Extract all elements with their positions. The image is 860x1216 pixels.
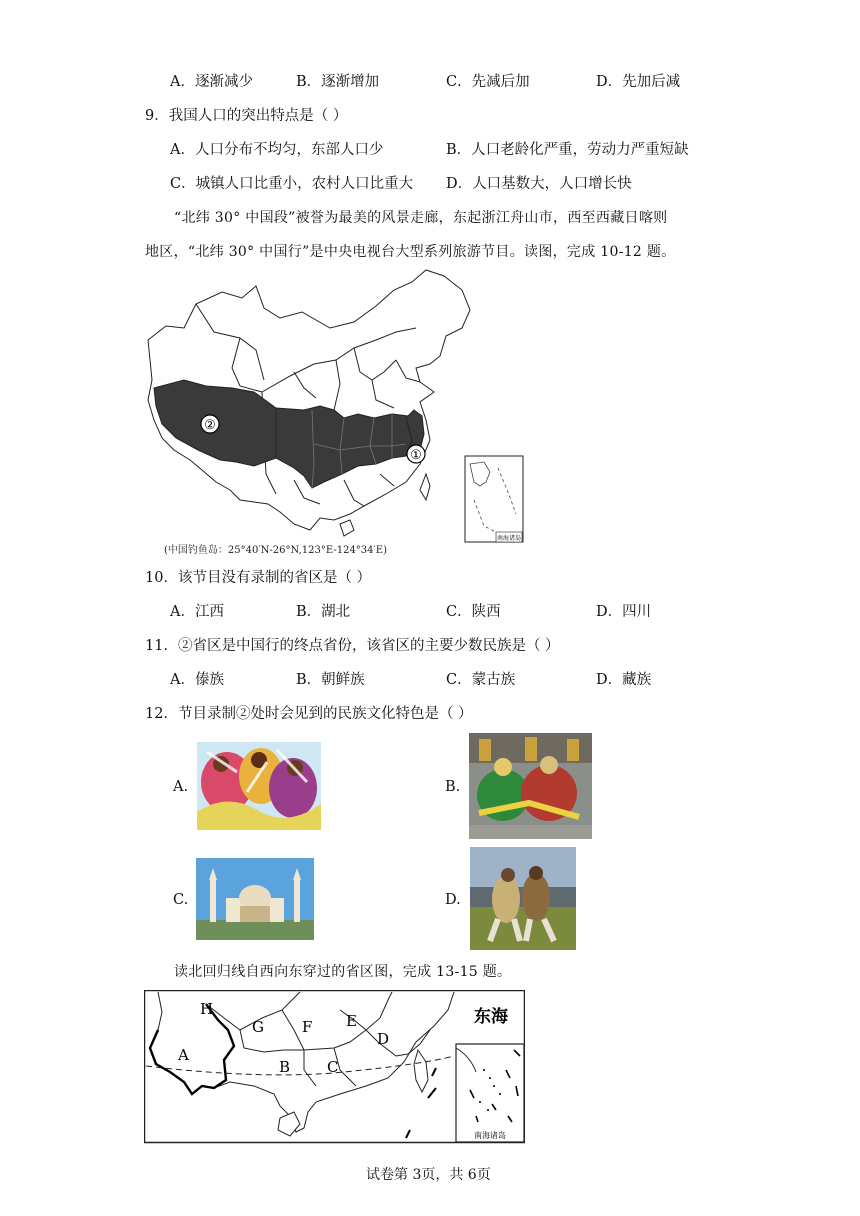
q10-stem: 10．该节目没有录制的省区是（ ） [145,570,372,586]
mongolian-wrestling-photo [470,847,576,950]
q12-option-d-label: D. [445,892,461,908]
marker-1: ① [410,448,422,463]
q11-option-a: A．傣族 [170,672,224,688]
q9-option-d: D．人口基数大，人口增长快 [446,176,632,192]
region-label-g: G [252,1018,264,1036]
region-label-f: F [302,1018,313,1036]
passage2-line1: 读北回归线自西向东穿过的省区图，完成 13-15 题。 [174,964,512,980]
inset-label-2: 南海诸岛 [474,1131,506,1140]
q11-option-d: D．藏族 [596,672,652,688]
q12-stem: 12．节目录制②处时会见到的民族文化特色是（ ） [145,706,473,722]
tibetan-mask-dance-photo [469,733,592,839]
q12-option-a-label: A. [173,779,189,795]
q8-option-d: D．先加后减 [596,74,681,90]
q12-option-c-label: C. [173,892,189,908]
south-china-sea-inset-2 [456,1044,524,1142]
q8-option-c: C．先减后加 [446,74,530,90]
page-footer: 试卷第 3页，共 6页 [366,1167,491,1183]
tropic-of-cancer-map [144,990,525,1144]
q9-option-b: B．人口老龄化严重，劳动力严重短缺 [446,142,689,158]
q10-option-c: C．陕西 [446,604,501,620]
diaoyu-caption: (中国钓鱼岛：25°40′N-26°N,123°E-124°34′E) [164,545,387,556]
mosque-photo [196,858,314,940]
region-label-a: A [178,1046,189,1064]
region-label-e: E [346,1012,357,1030]
q8-option-b: B．逐渐增加 [296,74,380,90]
q10-option-a: A．江西 [170,604,224,620]
region-label-h: H [200,1000,214,1018]
q11-option-c: C．蒙古族 [446,672,516,688]
passage1-line2: 地区，“北纬 30° 中国行”是中央电视台大型系列旅游节目。读图，完成 10-12 题。 [145,244,676,260]
region-label-c: C [327,1058,339,1076]
south-china-sea-inset [465,456,523,542]
water-splashing-festival-photo [197,742,321,830]
q9-option-a: A．人口分布不均匀，东部人口少 [170,142,384,158]
q12-option-b-label: B. [445,779,461,795]
region-label-d: D [377,1030,390,1048]
passage1-line1: “北纬 30° 中国段”被誉为最美的风景走廊，东起浙江舟山市，西至西藏日喀则 [174,210,668,226]
marker-2: ② [204,418,216,433]
region-label-b: B [279,1058,291,1076]
q10-option-d: D．四川 [596,604,652,620]
q10-option-b: B．湖北 [296,604,351,620]
q8-option-a: A．逐渐减少 [170,74,253,90]
q9-stem: 9．我国人口的突出特点是（ ） [145,108,348,124]
inset-label-1: 南海诸岛 [496,535,522,542]
china-30n-map [144,268,534,558]
q9-option-c: C．城镇人口比重小，农村人口比重大 [170,176,414,192]
sea-label: 东海 [474,1007,508,1027]
q11-stem: 11．②省区是中国行的终点省份，该省区的主要少数民族是（ ） [145,638,560,654]
q11-option-b: B．朝鲜族 [296,672,365,688]
